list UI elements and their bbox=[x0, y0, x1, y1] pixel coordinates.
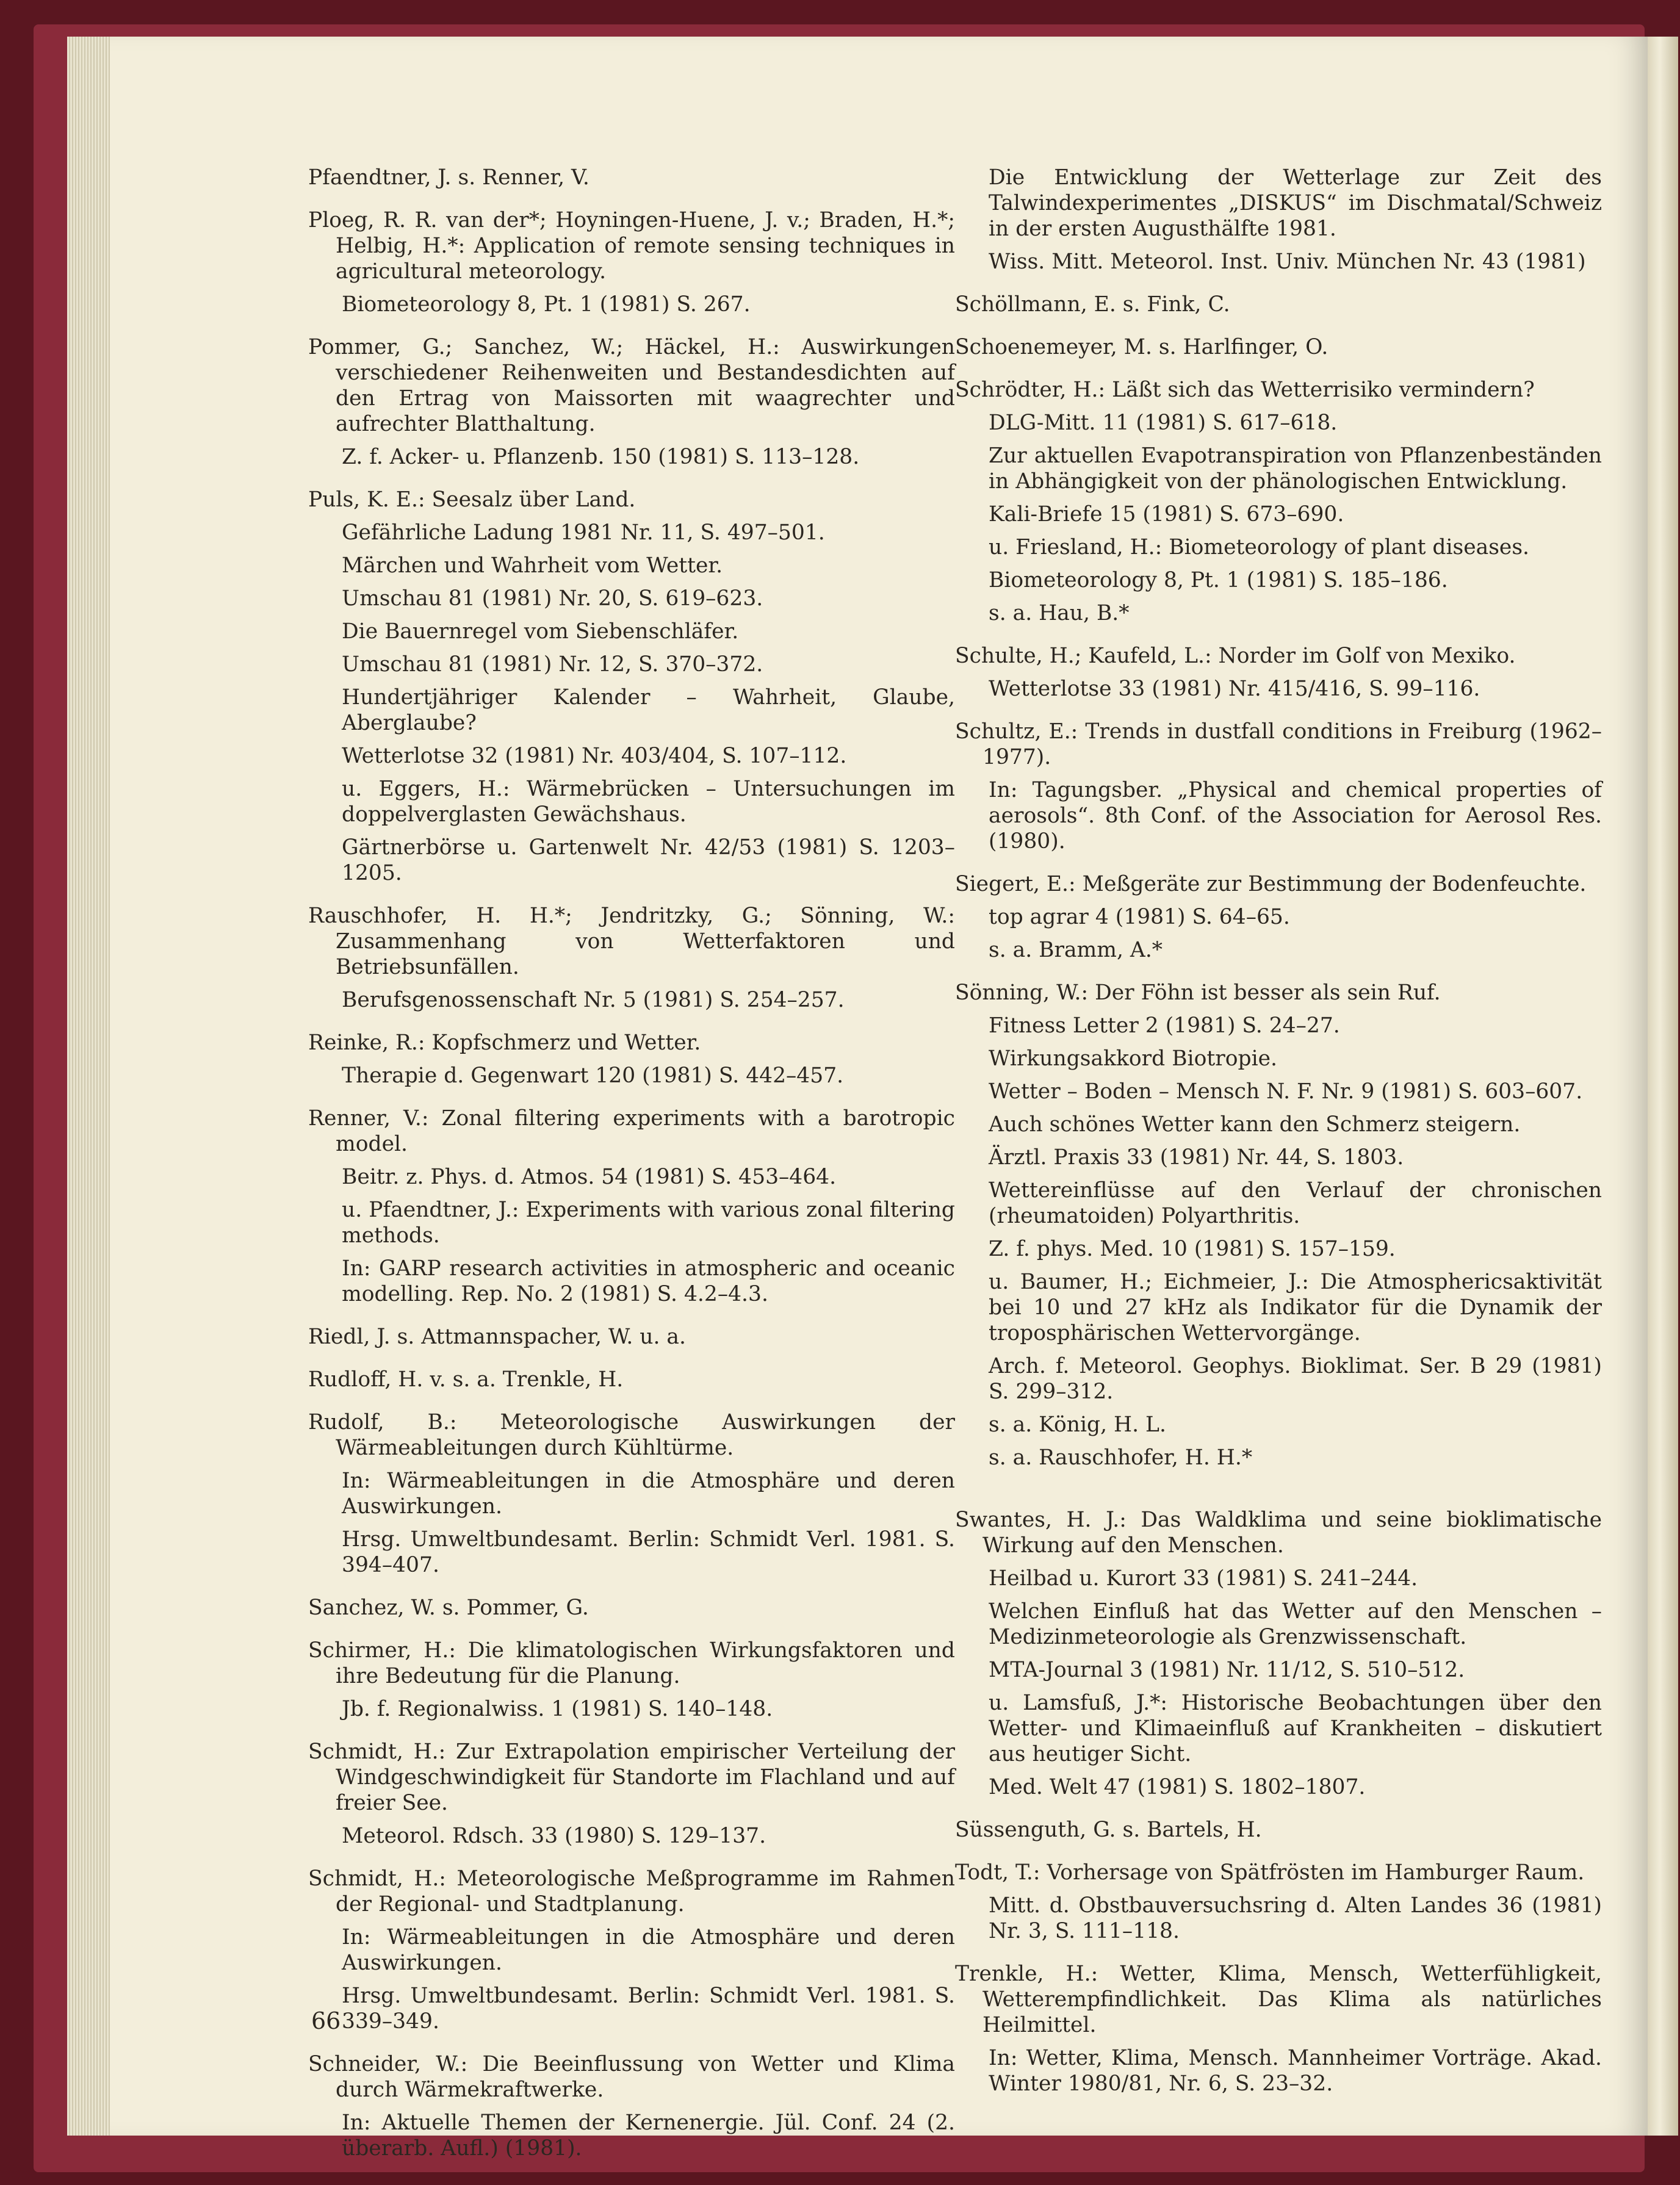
entry-citation: Wiss. Mitt. Meteorol. Inst. Univ. München Nr. 43 (1981) bbox=[989, 250, 1586, 274]
bibliography-entry bbox=[308, 1324, 955, 1350]
bibliography-entry bbox=[955, 334, 1602, 360]
entry-citation: Z. f. Acker- u. Pflanzenb. 150 (1981) S. 113–128. bbox=[342, 445, 860, 469]
entry-heading: Siegert, E.: Meßgeräte zur Bestimmung der Bodenfeuchte. bbox=[955, 872, 1587, 896]
entry-citation: top agrar 4 (1981) S. 64–65. bbox=[989, 905, 1290, 929]
entry-citation: u. Baumer, H.; Eichmeier, J.: Die Atmosphericsaktivität bei 10 und 27 kHz als Indikator für die Dynamik der troposphärischen Wettervorgänge. bbox=[989, 1270, 1602, 1345]
entry-citation: u. Lamsfuß, J.*: Historische Beobachtungen über den Wetter- und Klimaeinfluß auf Krankheiten – diskutiert aus heutiger Sicht. bbox=[989, 1691, 1602, 1766]
entry-citation: DLG-Mitt. 11 (1981) S. 617–618. bbox=[989, 411, 1338, 435]
bibliography-entry bbox=[955, 719, 1602, 854]
bibliography-entry bbox=[308, 334, 955, 470]
bibliography-entry bbox=[308, 1409, 955, 1578]
entry-citation: In: Aktuelle Themen der Kernenergie. Jül. Conf. 24 (2. überarb. Aufl.) (1981). bbox=[342, 2111, 955, 2161]
entry-heading: Schoenemeyer, M. s. Harlfinger, O. bbox=[955, 335, 1328, 359]
bibliography-entry bbox=[308, 1030, 955, 1089]
entry-heading: Schirmer, H.: Die klimatologischen Wirkungsfaktoren und ihre Bedeutung für die Planung. bbox=[308, 1638, 955, 1688]
entry-citation: Ärztl. Praxis 33 (1981) Nr. 44, S. 1803. bbox=[989, 1145, 1404, 1170]
entry-heading: Sönning, W.: Der Föhn ist besser als sein Ruf. bbox=[955, 981, 1441, 1005]
entry-citation: u. Friesland, H.: Biometeorology of plant diseases. bbox=[989, 535, 1530, 560]
entry-citation: Jb. f. Regionalwiss. 1 (1981) S. 140–148. bbox=[342, 1697, 773, 1721]
bibliography-entry bbox=[955, 1817, 1602, 1843]
entry-heading: Pommer, G.; Sanchez, W.; Häckel, H.: Auswirkungen verschiedener Reihenweiten und Bestandesdichten auf den Ertrag von Maissorten mit waagrechter und aufrechter Blatthaltung. bbox=[308, 335, 955, 436]
entry-citation: In: Wärmeableitungen in die Atmosphäre und deren Auswirkungen. bbox=[342, 1469, 955, 1519]
entry-citation: Märchen und Wahrheit vom Wetter. bbox=[342, 553, 723, 578]
entry-citation: Fitness Letter 2 (1981) S. 24–27. bbox=[989, 1013, 1340, 1038]
bibliography-entry bbox=[955, 1961, 1602, 2097]
entry-heading: Schrödter, H.: Läßt sich das Wetterrisiko vermindern? bbox=[955, 378, 1535, 402]
entry-citation: s. a. Rauschhofer, H. H.* bbox=[989, 1445, 1253, 1470]
entry-citation: Gärtnerbörse u. Gartenwelt Nr. 42/53 (1981) S. 1203–1205. bbox=[342, 835, 955, 885]
bibliography-entry bbox=[955, 1507, 1602, 1800]
entry-citation: Meteorol. Rdsch. 33 (1980) S. 129–137. bbox=[342, 1824, 766, 1848]
bibliography-entry bbox=[955, 1860, 1602, 1944]
entry-heading: Swantes, H. J.: Das Waldklima und seine bioklimatische Wirkung auf den Menschen. bbox=[955, 1508, 1602, 1558]
entry-citation: In: Wärmeableitungen in die Atmosphäre und deren Auswirkungen. bbox=[342, 1925, 955, 1975]
entry-citation: u. Eggers, H.: Wärmebrücken – Untersuchungen im doppelverglasten Gewächshaus. bbox=[342, 777, 955, 827]
entry-citation: Wetterlotse 33 (1981) Nr. 415/416, S. 99–116. bbox=[989, 677, 1480, 701]
bibliography-entry bbox=[955, 165, 1602, 275]
entry-citation: Gefährliche Ladung 1981 Nr. 11, S. 497–501. bbox=[342, 520, 825, 545]
bibliography-entry bbox=[308, 903, 955, 1013]
entry-heading: Ploeg, R. R. van der*; Hoyningen-Huene, J. v.; Braden, H.*; Helbig, H.*: Application of remote sensing techniques in agricultural meteorology. bbox=[308, 208, 955, 284]
bibliography-entry bbox=[308, 207, 955, 317]
entry-citation: Welchen Einfluß hat das Wetter auf den Menschen – Medizinmeteorologie als Grenzwissenschaft. bbox=[989, 1599, 1602, 1649]
bibliography-entry bbox=[308, 1367, 955, 1392]
bibliography-entry bbox=[308, 1106, 955, 1307]
entry-citation: Hrsg. Umweltbundesamt. Berlin: Schmidt Verl. 1981. S. 394–407. bbox=[342, 1527, 955, 1577]
entry-citation: u. Pfaendtner, J.: Experiments with various zonal filtering methods. bbox=[342, 1198, 955, 1248]
entry-heading: Pfaendtner, J. s. Renner, V. bbox=[308, 165, 589, 190]
entry-citation: Med. Welt 47 (1981) S. 1802–1807. bbox=[989, 1775, 1366, 1799]
entry-heading: Sanchez, W. s. Pommer, G. bbox=[308, 1596, 589, 1620]
bibliography-entry bbox=[308, 165, 955, 190]
entry-citation: Umschau 81 (1981) Nr. 12, S. 370–372. bbox=[342, 652, 763, 677]
entry-citation: s. a. König, H. L. bbox=[989, 1413, 1166, 1437]
entry-heading: Schulte, H.; Kaufeld, L.: Norder im Golf von Mexiko. bbox=[955, 644, 1516, 668]
entry-heading: Reinke, R.: Kopfschmerz und Wetter. bbox=[308, 1031, 701, 1055]
bibliography-entry bbox=[955, 980, 1602, 1470]
entry-citation: Biometeorology 8, Pt. 1 (1981) S. 185–186. bbox=[989, 568, 1448, 592]
entry-heading: Trenkle, H.: Wetter, Klima, Mensch, Wetterfühligkeit, Wetterempfindlichkeit. Das Klima als natürliches Heilmittel. bbox=[955, 1962, 1602, 2037]
entry-citation: In: Tagungsber. „Physical and chemical properties of aerosols“. 8th Conf. of the Association for Aerosol Res. (1980). bbox=[989, 778, 1602, 854]
entry-heading: Renner, V.: Zonal filtering experiments with a barotropic model. bbox=[308, 1106, 955, 1156]
entry-citation: Arch. f. Meteorol. Geophys. Bioklimat. Ser. B 29 (1981) S. 299–312. bbox=[989, 1354, 1602, 1404]
entry-citation: Die Bauernregel vom Siebenschläfer. bbox=[342, 619, 739, 644]
entry-heading: Süssenguth, G. s. Bartels, H. bbox=[955, 1818, 1262, 1842]
entry-citation: MTA-Journal 3 (1981) Nr. 11/12, S. 510–512. bbox=[989, 1658, 1465, 1682]
page-number: 66 bbox=[311, 2007, 341, 2034]
page-edges bbox=[67, 37, 116, 2136]
entry-citation: Biometeorology 8, Pt. 1 (1981) S. 267. bbox=[342, 292, 751, 317]
entry-citation: Wettereinflüsse auf den Verlauf der chronischen (rheumatoiden) Polyarthritis. bbox=[989, 1178, 1602, 1228]
right-column bbox=[955, 165, 1602, 2114]
entry-heading: Riedl, J. s. Attmannspacher, W. u. a. bbox=[308, 1325, 686, 1349]
bibliography-entry bbox=[308, 1866, 955, 2034]
entry-citation: Heilbad u. Kurort 33 (1981) S. 241–244. bbox=[989, 1566, 1418, 1591]
entry-heading: Rudolf, B.: Meteorologische Auswirkungen der Wärmeableitungen durch Kühltürme. bbox=[308, 1410, 955, 1460]
entry-citation: s. a. Bramm, A.* bbox=[989, 938, 1163, 962]
left-column bbox=[308, 165, 955, 2178]
entry-citation: Beitr. z. Phys. d. Atmos. 54 (1981) S. 453–464. bbox=[342, 1165, 837, 1189]
entry-citation: s. a. Hau, B.* bbox=[989, 601, 1130, 625]
facing-page-edge bbox=[1648, 37, 1678, 2136]
entry-citation: Wirkungsakkord Biotropie. bbox=[989, 1046, 1277, 1071]
entry-citation: Kali-Briefe 15 (1981) S. 673–690. bbox=[989, 502, 1344, 527]
entry-citation: Berufsgenossenschaft Nr. 5 (1981) S. 254–257. bbox=[342, 988, 845, 1012]
entry-heading: Schultz, E.: Trends in dustfall conditions in Freiburg (1962–1977). bbox=[955, 719, 1602, 769]
bibliography-entry bbox=[308, 487, 955, 886]
entry-citation: Mitt. d. Obstbauversuchsring d. Alten Landes 36 (1981) Nr. 3, S. 111–118. bbox=[989, 1893, 1602, 1943]
entry-citation: In: Wetter, Klima, Mensch. Mannheimer Vorträge. Akad. Winter 1980/81, Nr. 6, S. 23–32. bbox=[989, 2046, 1602, 2096]
entry-citation: Hrsg. Umweltbundesamt. Berlin: Schmidt Verl. 1981. S. 339–349. bbox=[342, 1984, 955, 2034]
entry-citation: Z. f. phys. Med. 10 (1981) S. 157–159. bbox=[989, 1237, 1396, 1261]
entry-citation: Auch schönes Wetter kann den Schmerz steigern. bbox=[989, 1112, 1521, 1137]
entry-heading: Puls, K. E.: Seesalz über Land. bbox=[308, 488, 636, 512]
entry-heading: Schmidt, H.: Meteorologische Meßprogramme im Rahmen der Regional- und Stadtplanung. bbox=[308, 1866, 955, 1917]
entry-citation: Hundertjähriger Kalender – Wahrheit, Glaube, Aberglaube? bbox=[342, 685, 955, 735]
entry-heading: Rudloff, H. v. s. a. Trenkle, H. bbox=[308, 1367, 624, 1392]
entry-citation: Therapie d. Gegenwart 120 (1981) S. 442–457. bbox=[342, 1064, 844, 1088]
entry-citation: Die Entwicklung der Wetterlage zur Zeit des Talwindexperimentes „DISKUS“ im Dischmatal/Schweiz in der ersten Augusthälfte 1981. bbox=[989, 165, 1602, 241]
bibliography-entry bbox=[308, 1595, 955, 1621]
entry-citation: In: GARP research activities in atmospheric and oceanic modelling. Rep. No. 2 (1981) S. 4.2–4.3. bbox=[342, 1256, 955, 1306]
entry-citation: Wetter – Boden – Mensch N. F. Nr. 9 (1981) S. 603–607. bbox=[989, 1079, 1583, 1104]
bibliography-entry bbox=[955, 643, 1602, 702]
entry-heading: Todt, T.: Vorhersage von Spätfrösten im Hamburger Raum. bbox=[955, 1860, 1585, 1885]
entry-citation: Zur aktuellen Evapotranspiration von Pflanzenbeständen in Abhängigkeit von der phänologischen Entwicklung. bbox=[989, 444, 1602, 494]
bibliography-entry bbox=[308, 1638, 955, 1722]
entry-citation: Wetterlotse 32 (1981) Nr. 403/404, S. 107–112. bbox=[342, 744, 847, 768]
entry-heading: Schöllmann, E. s. Fink, C. bbox=[955, 292, 1230, 317]
bibliography-entry bbox=[308, 1739, 955, 1849]
bibliography-entry bbox=[955, 377, 1602, 626]
entry-heading: Schneider, W.: Die Beeinflussung von Wetter und Klima durch Wärmekraftwerke. bbox=[308, 2052, 955, 2102]
bibliography-entry bbox=[308, 2051, 955, 2161]
entry-heading: Rauschhofer, H. H.*; Jendritzky, G.; Sönning, W.: Zusammenhang von Wetterfaktoren und Betriebsunfällen. bbox=[308, 904, 955, 979]
bibliography-entry bbox=[955, 871, 1602, 963]
entry-citation: Umschau 81 (1981) Nr. 20, S. 619–623. bbox=[342, 586, 763, 611]
entry-heading: Schmidt, H.: Zur Extrapolation empirischer Verteilung der Windgeschwindigkeit für Standorte im Flachland und auf freier See. bbox=[308, 1740, 955, 1815]
bibliography-entry bbox=[955, 292, 1602, 317]
